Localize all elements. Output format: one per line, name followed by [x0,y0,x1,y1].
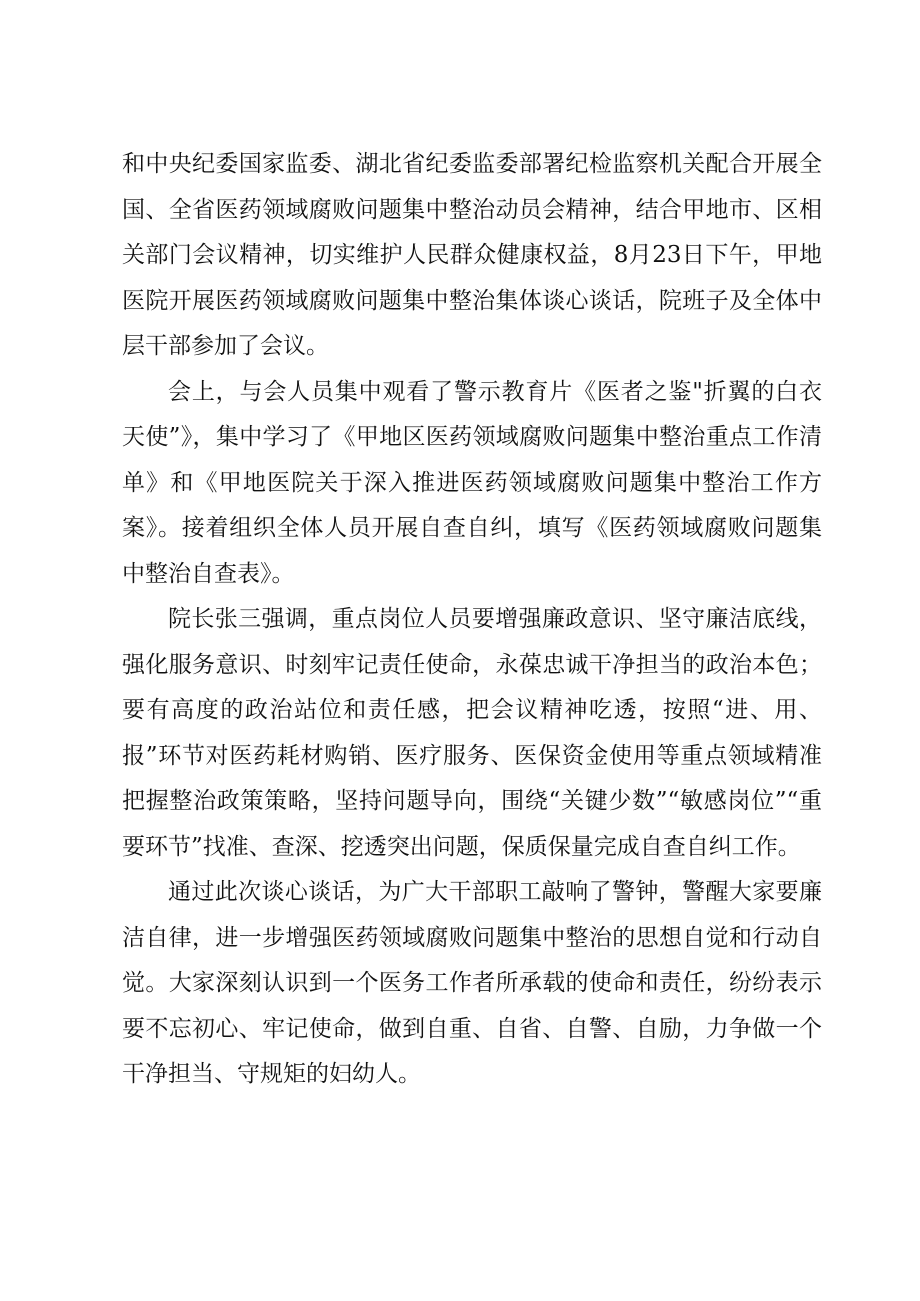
document-body [122,142,822,1098]
paragraph-2: 会上，与会人员集中观看了警示教育片《医者之鉴"折翼的白衣天使”》，集中学习了《甲地区医药领域腐败问题集中整治重点工作清单》和《甲地医院关于深入推进医药领域腐败问题集中整治工作方案》。接着组织全体人员开展自查自纠，填写《医药领域腐败问题集中整治自查表》。 [122,378,822,587]
paragraph-1: 和中央纪委国家监委、湖北省纪委监委部署纪检监察机关配合开展全国、全省医药领域腐败问题集中整治动员会精神，结合甲地市、区相关部门会议精神，切实维护人民群众健康权益，8月23日下午，甲地医院开展医药领域腐败问题集中整治集体谈心谈话，院班子及全体中层干部参加了会议。 [122,151,822,359]
paragraph-3: 院长张三强调，重点岗位人员要增强廉政意识、坚守廉洁底线，强化服务意识、时刻牢记责任使命，永葆忠诚干净担当的政治本色；要有高度的政治站位和责任感，把会议精神吃透，按照“进、用、报”环节对医药耗材购销、医疗服务、医保资金使用等重点领域精准把握整治政策策略，坚持问题导向，围绕“关键少数”“敏感岗位”“重要环节”找准、查深、挖透突出问题，保质保量完成自查自纠工作。 [122,606,822,860]
paragraph-4: 通过此次谈心谈话，为广大干部职工敲响了警钟，警醒大家要廉洁自律，进一步增强医药领域腐败问题集中整治的思想自觉和行动自觉。大家深刻认识到一个医务工作者所承载的使命和责任，纷纷表示要不忘初心、牢记使命，做到自重、自省、自警、自励，力争做一个干净担当、守规矩的妇幼人。 [122,879,822,1087]
